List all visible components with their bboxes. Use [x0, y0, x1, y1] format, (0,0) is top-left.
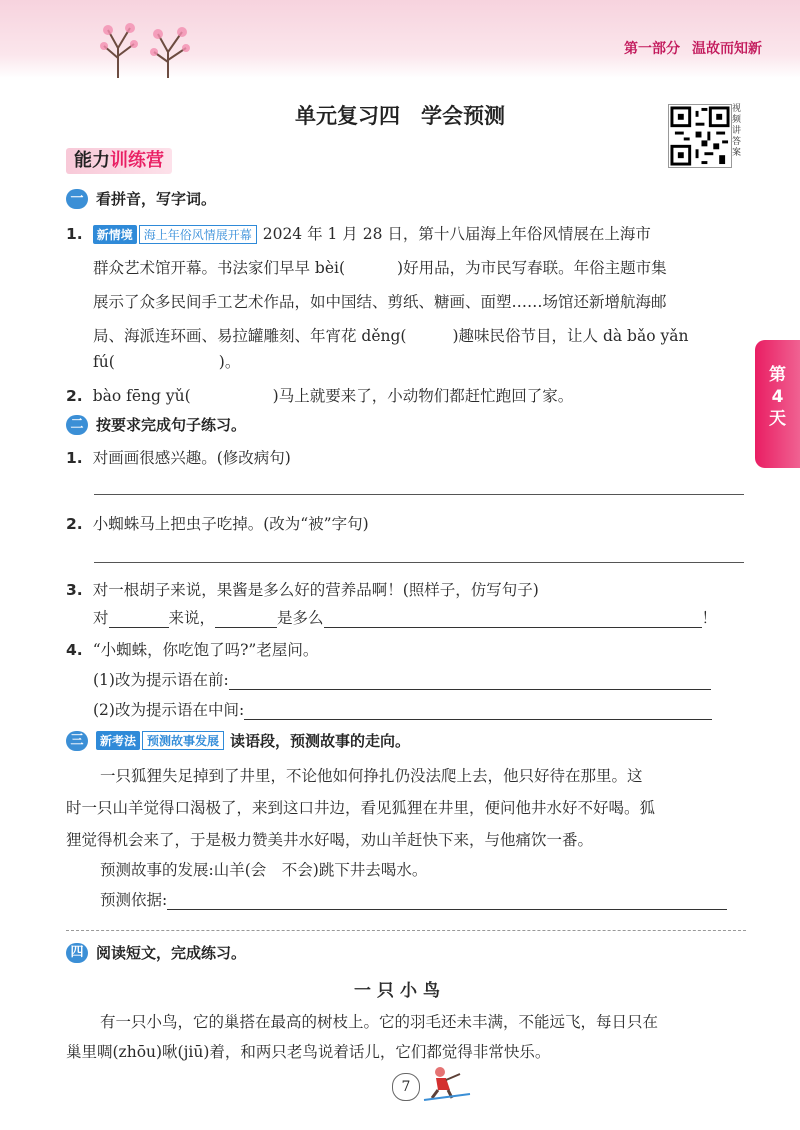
s2-q4-sub2 — [93, 698, 712, 720]
story-line2: 巢里啁(zhōu)啾(jiū)着，和两只老鸟说着话儿，它们都觉得非常快乐。 — [66, 1043, 551, 1061]
s2-q2-answer-line[interactable] — [94, 562, 744, 563]
section-badge — [66, 148, 172, 174]
day-tab-line1: 第 — [769, 365, 786, 385]
s2-q3-number: 3. — [66, 581, 83, 599]
q1-text2b: )好用品，为市民写春联。年俗主题市集 — [397, 259, 667, 277]
section-4-title: 阅读短文，完成练习。 — [96, 944, 247, 962]
s2-q3 — [66, 578, 539, 600]
q1-number: 1. — [66, 225, 83, 243]
badge-part1: 能力 — [74, 150, 110, 171]
section-3-tag-new-test: 新考法 — [96, 731, 140, 750]
s2-q2-number: 2. — [66, 515, 83, 533]
q1-line2 — [93, 256, 667, 278]
s2-q4-number: 4. — [66, 641, 83, 659]
qr-code-icon[interactable] — [668, 104, 732, 168]
section-3-tag-topic: 预测故事发展 — [142, 731, 224, 750]
section-1-number: 一 — [66, 189, 88, 209]
s2-q1-text: 对画画很感兴趣。(修改病句) — [92, 449, 291, 467]
part-label — [624, 38, 762, 58]
page-number: 7 — [392, 1073, 420, 1101]
section-3-heading — [66, 730, 410, 751]
s2-q2-text: 小蜘蛛马上把虫子吃掉。(改为“被”字句) — [92, 515, 369, 533]
s2-q4-sub1-label: (1)改为提示语在前: — [93, 671, 229, 689]
s2-q3-template — [93, 606, 717, 628]
s2-q2 — [66, 512, 369, 534]
q1-text4a: 局、海派连环画、易拉罐雕刻、年宵花 děng( — [93, 327, 407, 345]
q1-text5b: )。 — [218, 353, 241, 371]
section-4-heading — [66, 942, 246, 963]
s2-q3-c: 是多么 — [277, 609, 324, 627]
basis-label: 预测依据: — [100, 891, 168, 909]
s2-q4-sub1-blank[interactable] — [229, 689, 711, 690]
s2-q3-blank2[interactable] — [215, 627, 277, 628]
qr-caption: 视频讲答案 — [732, 104, 742, 158]
q2-text-a: bào fēng yǔ( — [92, 387, 191, 405]
s2-q4-sub2-label: (2)改为提示语在中间: — [93, 701, 245, 719]
basis-blank[interactable] — [167, 909, 727, 910]
section-1-heading — [66, 188, 216, 209]
part-name: 温故而知新 — [692, 41, 762, 57]
page-title: 单元复习四 学会预测 — [295, 104, 505, 128]
predict-line: 预测故事的发展:山羊(会 不会)跳下井去喝水。 — [100, 861, 428, 879]
part-number: 第一部分 — [624, 41, 680, 57]
s2-q1-number: 1. — [66, 449, 83, 467]
q1-line4 — [93, 324, 688, 346]
q1-line5 — [93, 350, 240, 372]
section-3-number: 三 — [66, 731, 88, 751]
q1-text5a: fú( — [93, 353, 115, 371]
passage-line3: 狸觉得机会来了，于是极力赞美井水好喝，劝山羊赶快下来，与他痛饮一番。 — [66, 831, 594, 849]
q1-text1: 2024 年 1 月 28 日，第十八届海上年俗风情展在上海市 — [262, 225, 651, 243]
q1-line1 — [66, 222, 651, 244]
section-divider — [66, 930, 746, 931]
s2-q3-blank1[interactable] — [109, 627, 169, 628]
q1-text2a: 群众艺术馆开幕。书法家们早早 bèi( — [93, 259, 346, 277]
s2-q3-d: ！ — [701, 609, 718, 627]
s2-q4-sub2-blank[interactable] — [244, 719, 712, 720]
section-2-number: 二 — [66, 415, 88, 435]
s2-q1 — [66, 446, 291, 468]
q1-text4b: )趣味民俗节目，让人 dà bǎo yǎn — [452, 327, 689, 345]
section-4-number: 四 — [66, 943, 88, 963]
s2-q4 — [66, 638, 318, 660]
skier-illustration-icon — [420, 1064, 476, 1104]
q1-line3: 展示了众多民间手工艺术作品，如中国结、剪纸、糖画、面塑……场馆还新增航海邮 — [93, 293, 667, 311]
q2-text-b: )马上就要来了，小动物们都赶忙跑回了家。 — [272, 387, 574, 405]
s2-q3-b: 来说， — [168, 609, 216, 627]
day-side-tab — [755, 340, 800, 468]
s2-q4-text: “小蜘蛛，你吃饱了吗?”老屋问。 — [92, 641, 319, 659]
tree-illustration-icon — [88, 18, 208, 80]
section-1-title: 看拼音，写字词。 — [96, 190, 217, 208]
s2-q3-text: 对一根胡子来说，果酱是多么好的营养品啊！(照样子，仿写句子) — [92, 581, 539, 599]
day-tab-line2: 4 — [771, 387, 784, 407]
s2-q3-blank3[interactable] — [324, 627, 702, 628]
q1-tag-new-context: 新情境 — [93, 225, 137, 244]
badge-part2: 训练营 — [110, 150, 164, 171]
story-line1: 有一只小鸟，它的巢搭在最高的树枝上。它的羽毛还未丰满，不能远飞，每日只在 — [100, 1013, 659, 1031]
passage-line2: 时一只山羊觉得口渴极了，来到这口井边，看见狐狸在井里，便问他井水好不好喝。狐 — [66, 799, 656, 817]
section-2-heading — [66, 414, 246, 435]
s2-q1-answer-line[interactable] — [94, 494, 744, 495]
day-tab-line3: 天 — [769, 409, 786, 429]
q1-tag-topic: 海上年俗风情展开幕 — [139, 225, 257, 244]
q2-line — [66, 384, 573, 406]
s2-q3-a: 对 — [93, 609, 109, 627]
section-2-title: 按要求完成句子练习。 — [96, 416, 247, 434]
s2-q4-sub1 — [93, 668, 711, 690]
section-3-title: 读语段，预测故事的走向。 — [230, 732, 411, 750]
passage-line1: 一只狐狸失足掉到了井里，不论他如何挣扎仍没法爬上去，他只好待在那里。这 — [100, 767, 643, 785]
basis-line — [100, 888, 727, 910]
q2-number: 2. — [66, 387, 83, 405]
story-title: 一只小鸟 — [354, 981, 446, 1001]
